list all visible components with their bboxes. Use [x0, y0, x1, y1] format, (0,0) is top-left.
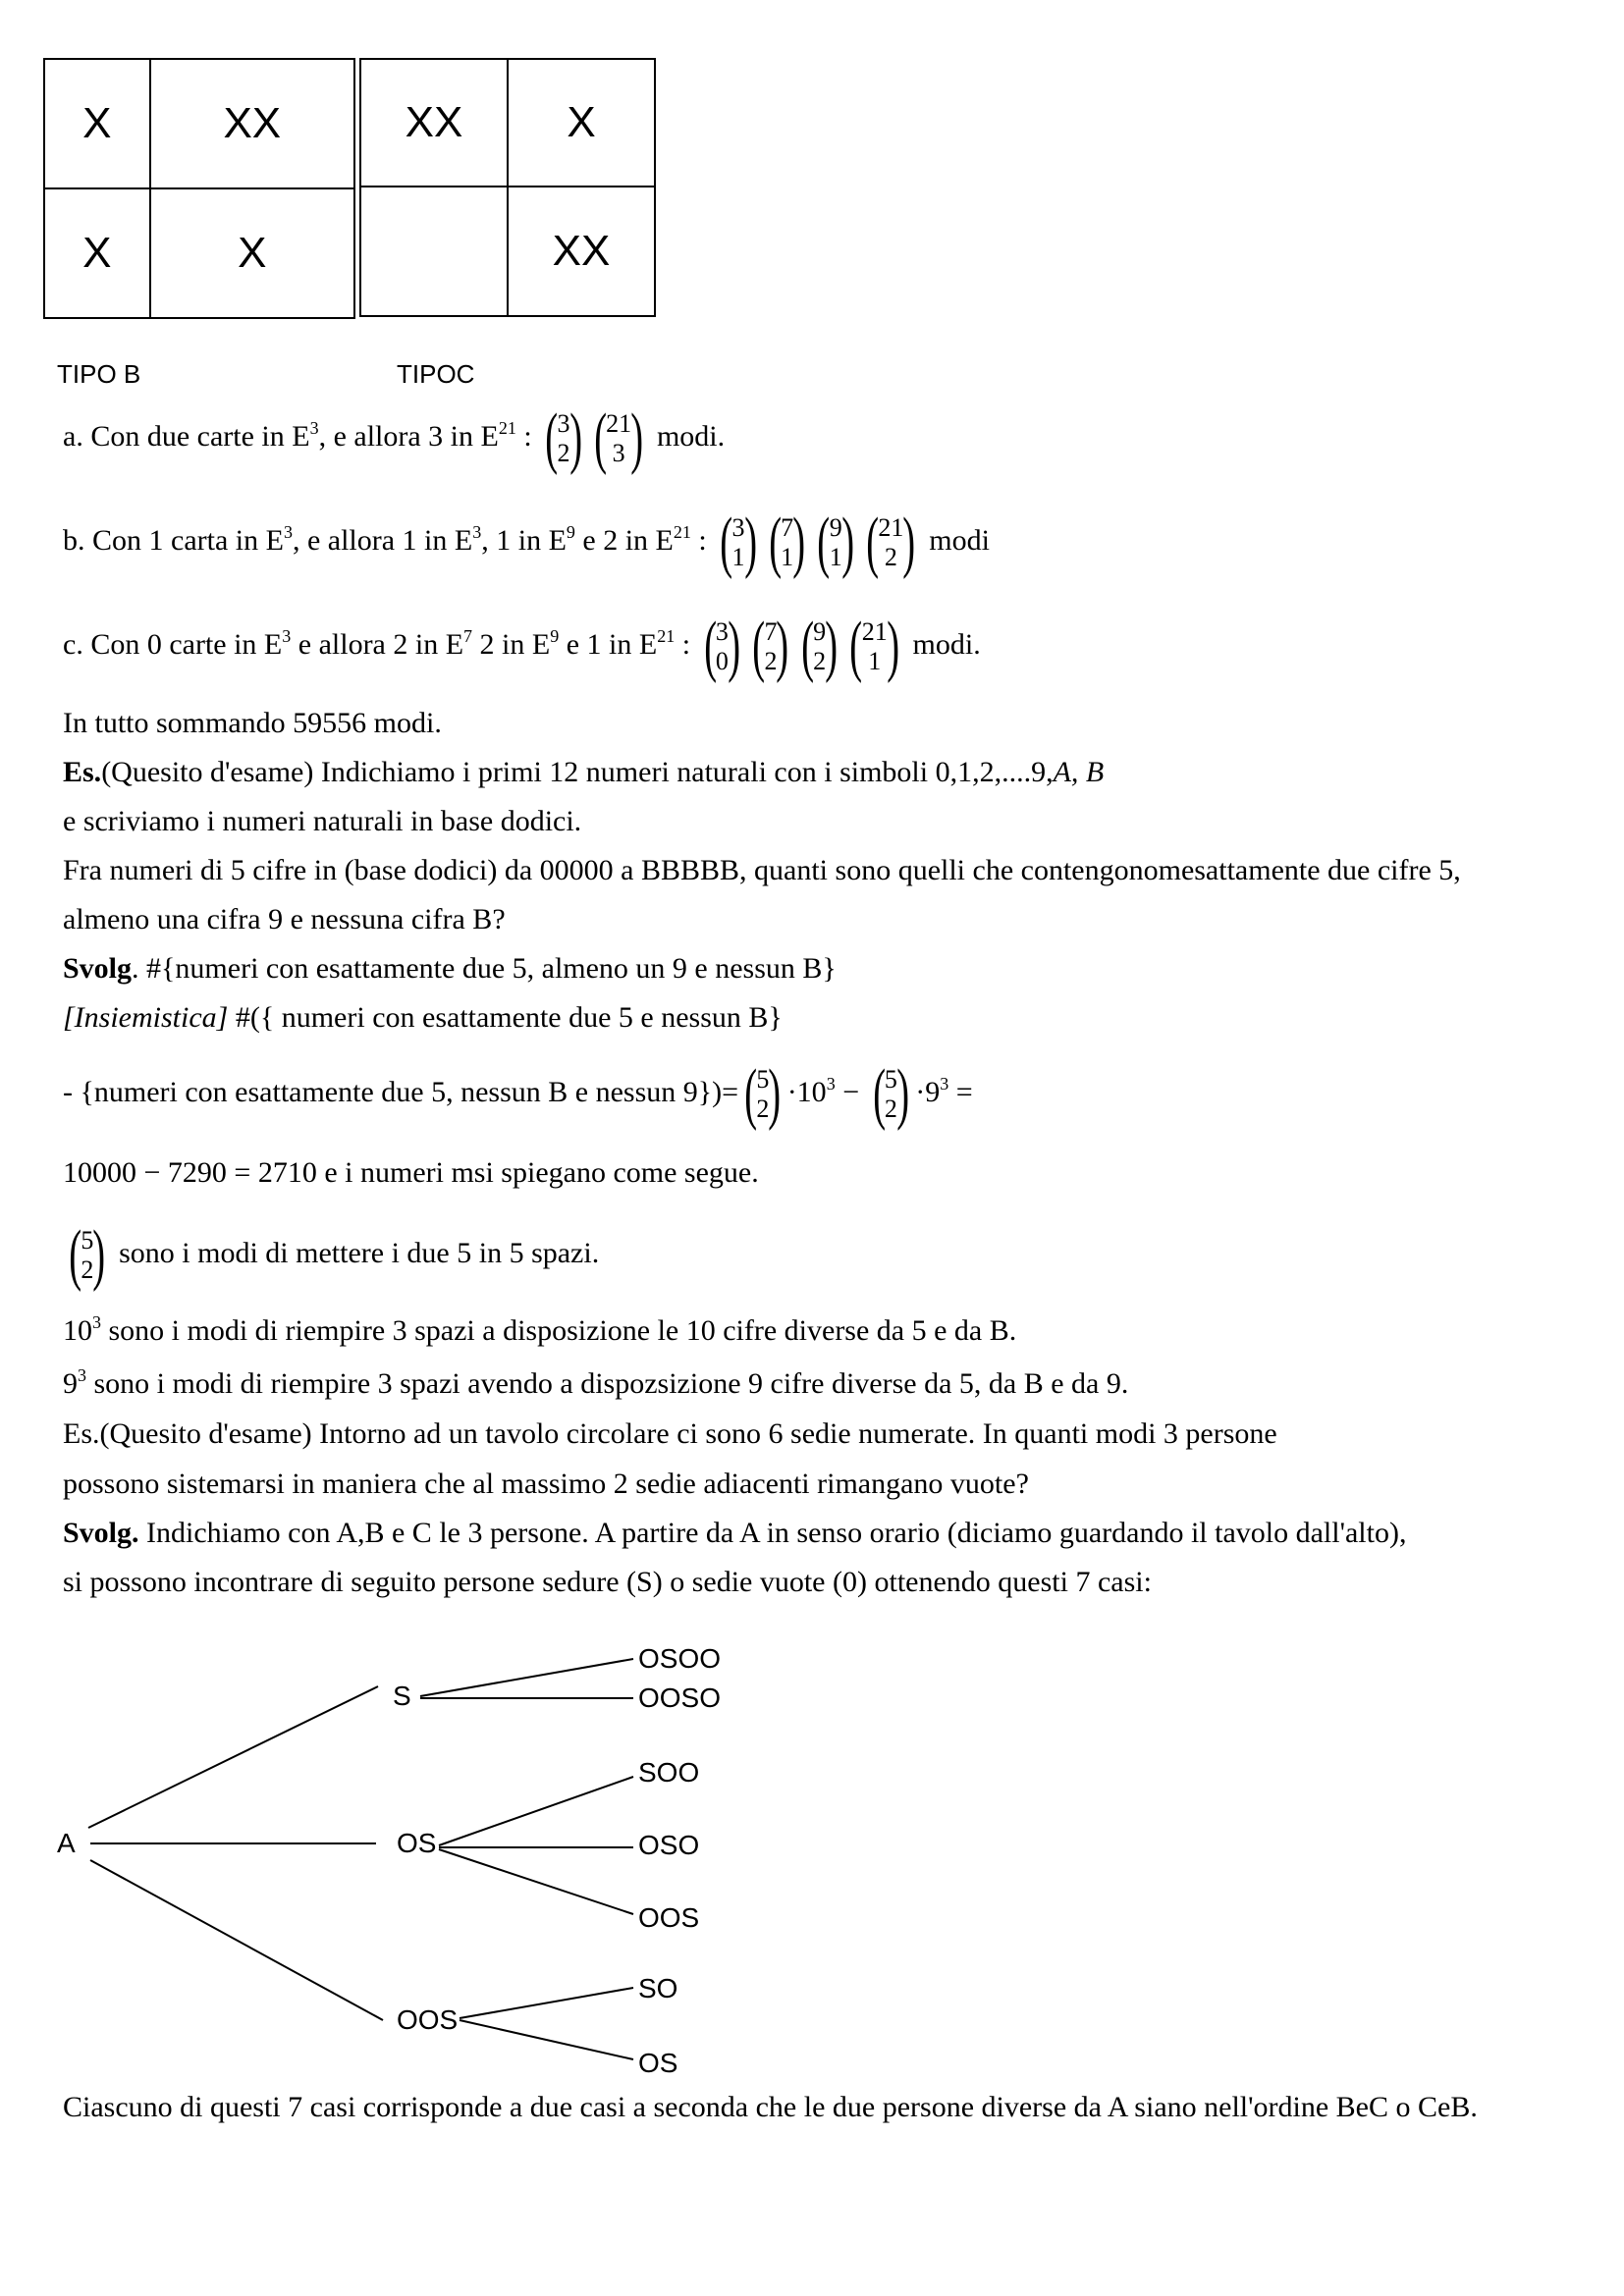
case-a-line: a. Con due carte in $E^3$, e allora 3 in $E^{21}$ : ( 3 2 ) ( 21 3 ) modi.	[63, 400, 726, 476]
binomial: ( 9 2 )	[801, 609, 839, 684]
grid-b-cell: X	[44, 188, 150, 318]
es1-pow9: $9^3$ sono i modi di riempire 3 spazi avendo a dispozsizione 9 cifre diverse da 5, da B e da 9.	[63, 1365, 1129, 1400]
binomial: ( 5 2 )	[69, 1217, 106, 1293]
tree-edge	[420, 1659, 633, 1696]
es1-line1: Es.(Quesito d'esame) Indichiamo i primi 12 numeri naturali con i simboli 0,1,2,....9,A, B	[63, 756, 1105, 788]
grid-c-cell: X	[508, 59, 655, 187]
tree-leaf-label: OOS	[638, 1902, 700, 1933]
binomial: ( 7 2 )	[752, 609, 789, 684]
label-tipo-c: TIPOC	[397, 359, 475, 389]
binomial: ( 21 1 )	[849, 609, 899, 684]
binomial: ( 7 1 )	[769, 505, 806, 580]
es2-final: Ciascuno di questi 7 casi corrisponde a due casi a seconda che le due persone diverse da A siano nell'ordine BeC o CeB.	[63, 2091, 1478, 2123]
es2-line1: Es.(Quesito d'esame) Intorno ad un tavolo circolare ci sono 6 sedie numerate. In quanti modi 3 persone	[63, 1417, 1277, 1450]
tree-leaf-label: OSOO	[638, 1643, 722, 1674]
grid-b-cell: XX	[150, 59, 354, 188]
label-tipo-b: TIPO B	[57, 359, 141, 389]
tree-edge	[460, 1988, 633, 2018]
binomial: ( 3 2 )	[545, 400, 582, 476]
es1-insiem: [Insiemistica] #({ numeri con esattamente due 5 e nessun B}	[63, 1001, 783, 1034]
es2-line2: possono sistemarsi in maniera che al massimo 2 sedie adiacenti rimangano vuote?	[63, 1468, 1029, 1500]
binomial: ( 21 2 )	[866, 505, 916, 580]
tree-root-label: A	[57, 1828, 76, 1858]
es1-pow10: $10^3$ sono i modi di riempire 3 spazi a disposizione le 10 cifre diverse da 5 e da B.	[63, 1312, 1017, 1347]
es1-line2: e scriviamo i numeri naturali in base dodici.	[63, 805, 582, 837]
tree-edge	[460, 2020, 633, 2059]
grid-c-cell: XX	[360, 59, 508, 187]
binomial: ( 9 1 )	[817, 505, 854, 580]
grid-c-cell: XX	[508, 187, 655, 316]
binomial: ( 5 2 )	[744, 1056, 782, 1132]
es1-minus-line: - {numeri con esattamente due 5, nessun B e nessun 9})= ( 5 2 ) $\cdot 10^3$ − ( 5 2 ) $\cdot 9^3$ =	[63, 1056, 973, 1132]
case-c-line: c. Con 0 carte in $E^3$ e allora 2 in $E^7$ 2 in $E^9$ e 1 in $E^{21}$ : ( 3 0 ) ( 7 2 ) ( 9 2 ) ( 21 1 ) modi.	[63, 609, 981, 684]
es1-line3: Fra numeri di 5 cifre in (base dodici) da 00000 a BBBBB, quanti sono quelli che contengonomesattamente due cifre 5,	[63, 854, 1461, 886]
tree-edge	[90, 1860, 383, 2020]
binomial: ( 3 1 )	[720, 505, 757, 580]
grid-b-cell: X	[150, 188, 354, 318]
tree-edge	[439, 1849, 633, 1914]
binomial: ( 3 0 )	[703, 609, 740, 684]
es1-line4: almeno una cifra 9 e nessuna cifra B?	[63, 903, 506, 935]
tree-leaf-label: OOSO	[638, 1682, 722, 1713]
es2-line4: si possono incontrare di seguito persone sedure (S) o sedie vuote (0) ottenendo questi 7 casi:	[63, 1566, 1152, 1598]
binomial: ( 5 2 )	[872, 1056, 909, 1132]
tree-leaf-label: SOO	[638, 1757, 700, 1788]
es1-svolg: Svolg. #{numeri con esattamente due 5, almeno un 9 e nessun B}	[63, 952, 837, 985]
tree-edge	[439, 1777, 633, 1845]
tree-leaf-label: OS	[638, 2048, 678, 2078]
tree-leaf-label: SO	[638, 1973, 678, 2003]
total-line: In tutto sommando 59556 modi.	[63, 707, 442, 739]
tree-node-label: OOS	[397, 2004, 459, 2035]
tree-leaf-label: OSO	[638, 1830, 700, 1860]
grid-b-cell: X	[44, 59, 150, 188]
es2-svolg: Svolg. Indichiamo con A,B e C le 3 persone. A partire da A in senso orario (diciamo guardando il tavolo dall'alto),	[63, 1517, 1407, 1549]
case-b-line: b. Con 1 carta in $E^3$, e allora 1 in $E^3$, 1 in $E^9$ e 2 in $E^{21}$ : ( 3 1 ) ( 7 1 ) ( 9 1 ) ( 21 2 ) modi	[63, 505, 990, 580]
tree-node-label: OS	[397, 1828, 437, 1858]
es1-binom-note: ( 5 2 ) sono i modi di mettere i due 5 in 5 spazi.	[63, 1221, 599, 1290]
es1-result: 10000 − 7290 = 2710 e i numeri msi spiegano come segue.	[63, 1156, 759, 1189]
tree-edge	[88, 1686, 378, 1828]
tree-node-label: S	[393, 1681, 411, 1711]
binomial: ( 21 3 )	[594, 400, 644, 476]
